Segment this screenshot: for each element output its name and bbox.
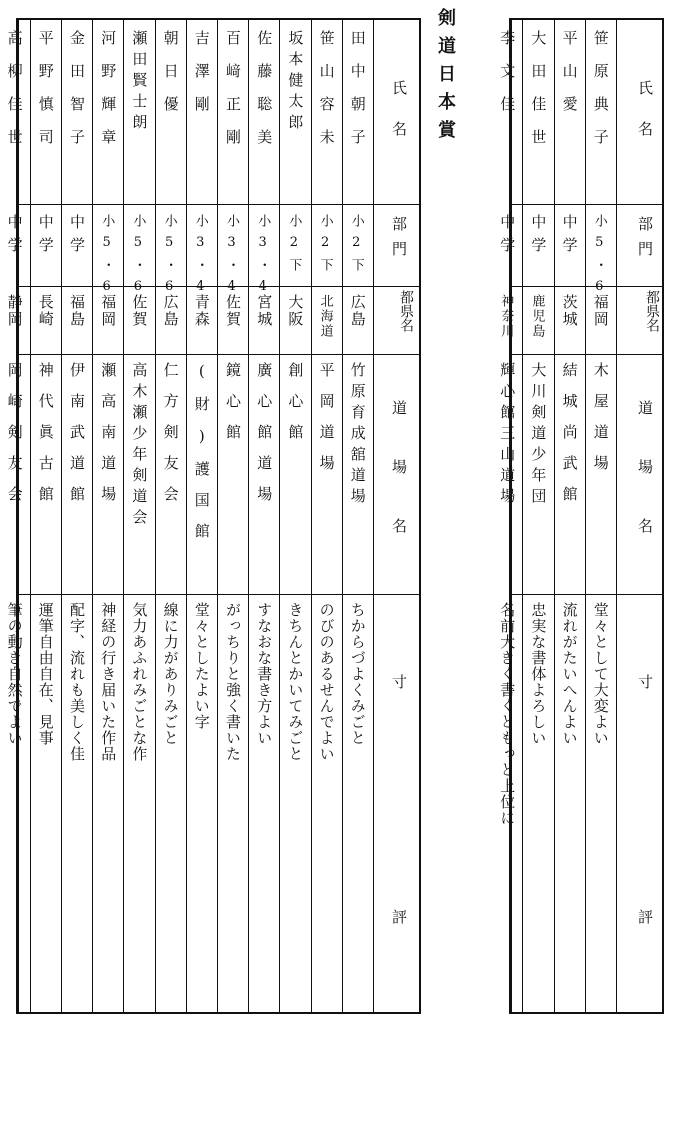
header-dojo: 道場名 — [390, 400, 408, 577]
cell-comment: 忠実な書体よろしい — [529, 602, 548, 746]
cell-prefecture: 宮城 — [255, 294, 274, 328]
column-divider — [61, 20, 62, 1012]
column-divider — [92, 20, 93, 1012]
column-divider — [342, 20, 343, 1012]
cell-prefecture: 佐賀 — [224, 294, 242, 328]
header-division: 部門 — [636, 216, 654, 266]
header-prefecture: 都県名 — [644, 290, 660, 332]
cell-comment: 神経の行き届いた作品 — [99, 602, 118, 762]
cell-prefecture: 長崎 — [36, 294, 55, 328]
cell-division: 中学 — [68, 214, 86, 260]
cell-comment: がっちりと強く書いた — [224, 602, 242, 762]
cell-name: 佐藤聡美 — [255, 30, 274, 162]
cell-comment: 筆の動き自然でよい — [5, 602, 24, 746]
cell-name: 河野輝章 — [99, 30, 118, 162]
column-divider — [373, 20, 374, 1012]
cell-prefecture: 青森 — [192, 294, 211, 328]
cell-name: 田中朝子 — [348, 30, 367, 162]
header-name: 氏名 — [390, 80, 408, 162]
row-divider — [18, 594, 419, 595]
cell-dojo: 結城尚武館 — [560, 362, 579, 517]
header-dojo: 道場名 — [636, 400, 654, 577]
award-table-right — [498, 18, 664, 1144]
cell-dojo: 大川剣道少年団 — [529, 362, 548, 509]
cell-division: 小5・6 — [130, 214, 146, 302]
column-divider — [186, 20, 187, 1012]
cell-name: 大田佳世 — [529, 30, 548, 162]
cell-comment: 運筆自由自在、見事 — [36, 602, 55, 746]
cell-prefecture: 鹿児島 — [529, 294, 545, 339]
cell-comment: 気力あふれみごとな作 — [130, 602, 149, 762]
cell-comment: 配字、流れも美しく佳 — [68, 602, 86, 762]
cell-division: 小2下 — [317, 214, 333, 279]
cell-prefecture: 静岡 — [5, 294, 24, 328]
cell-comment: ちからづよくみごと — [348, 602, 367, 746]
cell-name: 瀬田賢士朗 — [130, 30, 149, 135]
cell-division: 小5・6 — [161, 214, 177, 302]
cell-prefecture: 福岡 — [99, 294, 118, 328]
cell-dojo: 神代眞古館 — [36, 362, 55, 517]
column-divider — [522, 20, 523, 1012]
cell-dojo: 廣心館道場 — [255, 362, 274, 517]
header-comment: 寸評 — [390, 674, 408, 1144]
cell-prefecture: 広島 — [161, 294, 180, 328]
cell-prefecture: 大阪 — [286, 294, 305, 328]
cell-division: 小5・6 — [591, 214, 607, 302]
cell-dojo: 鏡心館 — [224, 362, 242, 455]
cell-comment: すなおな書き方よい — [255, 602, 274, 746]
cell-name: 朝日優 — [161, 30, 180, 129]
cell-name: 平山愛 — [560, 30, 579, 129]
cell-division: 小5・6 — [99, 214, 115, 302]
cell-division: 小3・4 — [224, 214, 239, 302]
cell-division: 小3・4 — [192, 214, 208, 302]
cell-dojo: 高木瀬少年剣道会 — [130, 362, 149, 530]
header-comment: 寸評 — [636, 674, 654, 1144]
cell-prefecture: 茨城 — [560, 294, 579, 328]
cell-division: 中学 — [5, 214, 24, 260]
cell-division: 小2下 — [348, 214, 364, 279]
column-divider — [554, 20, 555, 1012]
cell-prefecture: 北海道 — [317, 294, 333, 339]
cell-dojo: 伊南武道館 — [68, 362, 86, 517]
header-division: 部門 — [390, 216, 408, 266]
column-divider — [123, 20, 124, 1012]
row-divider — [18, 354, 419, 355]
page-title: 剣道日本賞 — [435, 8, 456, 148]
award-table-left — [5, 18, 421, 1144]
row-divider — [511, 594, 662, 595]
column-divider — [585, 20, 586, 1012]
cell-name: 高柳佳世 — [5, 30, 24, 162]
cell-prefecture: 佐賀 — [130, 294, 149, 328]
cell-prefecture: 広島 — [348, 294, 367, 328]
header-prefecture: 都県名 — [398, 290, 414, 332]
cell-prefecture: 福岡 — [591, 294, 610, 328]
cell-dojo: 創心館 — [286, 362, 305, 455]
row-divider — [18, 286, 419, 287]
cell-division: 中学 — [529, 214, 548, 260]
column-divider — [279, 20, 280, 1012]
header-name: 氏名 — [636, 80, 654, 162]
cell-division: 小2下 — [286, 214, 302, 279]
cell-dojo: 竹原育成舘道場 — [348, 362, 367, 509]
cell-name: 吉澤剛 — [192, 30, 211, 129]
cell-name: 平野慎司 — [36, 30, 55, 162]
cell-prefecture: 福島 — [68, 294, 86, 328]
row-divider — [18, 204, 419, 205]
column-divider — [217, 20, 218, 1012]
cell-division: 中学 — [560, 214, 579, 260]
row-divider — [511, 204, 662, 205]
cell-dojo: 平岡道場 — [317, 362, 336, 486]
column-divider — [155, 20, 156, 1012]
cell-prefecture: 神奈川 — [498, 294, 514, 339]
cell-comment: 線に力がありみごと — [161, 602, 180, 746]
cell-division: 小3・4 — [255, 214, 271, 302]
cell-dojo: 岡崎剣友会 — [5, 362, 24, 517]
cell-comment: のびのあるせんでよい — [317, 602, 336, 762]
cell-dojo: 木屋道場 — [591, 362, 610, 486]
cell-name: 李文佳 — [498, 30, 517, 129]
cell-dojo: 仁方剣友会 — [161, 362, 180, 517]
cell-name: 笹原典子 — [591, 30, 610, 162]
column-divider — [18, 20, 19, 1012]
cell-comment: きちんとかいてみごと — [286, 602, 305, 762]
cell-division: 中学 — [498, 214, 517, 260]
cell-dojo: 輝心館三山道場 — [498, 362, 517, 509]
column-divider — [248, 20, 249, 1012]
row-divider — [511, 354, 662, 355]
cell-division: 中学 — [36, 214, 55, 260]
cell-comment: 流れがたいへんよい — [560, 602, 579, 746]
cell-dojo: 瀬高南道場 — [99, 362, 118, 517]
cell-name: 坂本健太郎 — [286, 30, 305, 135]
column-divider — [616, 20, 617, 1012]
cell-name: 百﨑正剛 — [224, 30, 242, 162]
cell-name: 笹山容未 — [317, 30, 336, 162]
column-divider — [511, 20, 512, 1012]
cell-name: 金田智子 — [68, 30, 86, 162]
cell-comment: 堂々としたよい字 — [192, 602, 211, 730]
cell-comment: 堂々として大変よい — [591, 602, 610, 746]
column-divider — [30, 20, 31, 1012]
column-divider — [311, 20, 312, 1012]
cell-dojo: (財)護国館 — [192, 362, 211, 554]
row-divider — [511, 286, 662, 287]
cell-comment: 名前大きく書くともっと上位に — [498, 602, 517, 826]
